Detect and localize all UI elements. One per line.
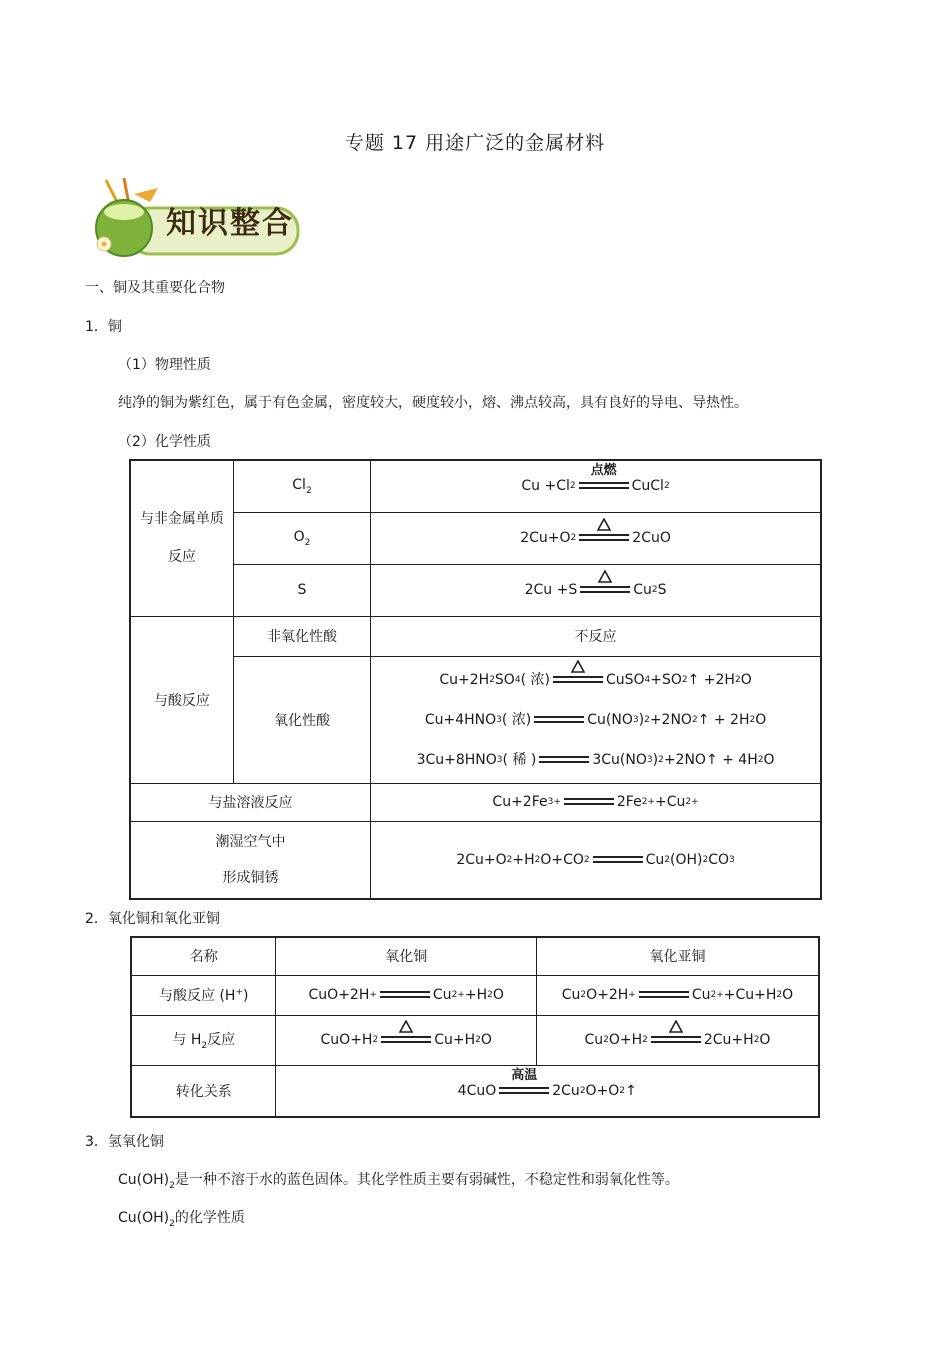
group-cell: 与非金属单质 反应: [130, 460, 233, 616]
equation-cell: 2Cu+O 2 2CuO: [371, 512, 821, 564]
equation-cell: CuO+H 2 Cu+H 2 O: [276, 1015, 536, 1065]
subsection-heading: 3．氢氧化铜: [85, 1134, 164, 1150]
sub-item-heading: （2）化学性质: [118, 434, 211, 450]
subsection-heading: 2．氧化铜和氧化亚铜: [85, 911, 220, 927]
heat-triangle-icon: [571, 660, 585, 673]
page-title: 专题 17 用途广泛的金属材料: [344, 132, 606, 154]
reagent-cell: $O_2$: [233, 512, 370, 564]
group-cell: 与盐溶液反应: [130, 783, 371, 821]
heat-triangle-icon: [669, 1020, 683, 1033]
acid-type-cell: 氧化性酸: [233, 656, 370, 783]
equation-cell: CuO+2H + Cu 2+ +H 2 O: [276, 975, 536, 1015]
acid-type-cell: 非氧化性酸: [233, 616, 370, 656]
copper-properties-table: [129, 459, 822, 900]
equation-cell: 2Cu+O 2 +H 2 O+CO 2 Cu 2 (OH) 2 CO 3: [371, 821, 821, 899]
group-cell: 与酸反应: [130, 616, 233, 783]
paragraph: $Cu(OH)_2$是一种不溶于水的蓝色固体。其化学性质主要有弱碱性，不稳定性和弱氧化性等。: [118, 1172, 679, 1191]
group-cell: 潮湿空气中 形成铜锈: [130, 821, 371, 899]
section-heading: 一、铜及其重要化合物: [85, 280, 225, 296]
paragraph: 纯净的铜为紫红色，属于有色金属，密度较大，硬度较小，熔、沸点较高，具有良好的导电、导热性。: [118, 395, 748, 411]
equation-cell: Cu +Cl 2 点燃 CuCl 2: [371, 460, 821, 512]
header-cell: 氧化亚铜: [536, 937, 819, 975]
heat-triangle-icon: [399, 1020, 413, 1033]
equation-cell: Cu+2Fe 3+ 2Fe 2+ +Cu 2+: [371, 783, 821, 821]
heat-triangle-icon: [598, 570, 612, 583]
sub-item-heading: （1）物理性质: [118, 357, 211, 373]
equation-cell: Cu+2H 2 SO 4 ( 浓) CuSO 4 +SO 2 ↑ +2H 2 O Cu+4HNO 3 ( 浓) Cu(NO 3 ) 2 +2NO 2 ↑ + 2H 2 O 3Cu+8HNO 3 ( 稀 ) 3Cu(NO 3 ) 2 +2NO↑ + 4H 2 O: [371, 656, 821, 783]
equation-cell: 2Cu +S Cu 2 S: [371, 564, 821, 616]
heat-triangle-icon: [597, 518, 611, 531]
header-cell: 氧化铜: [276, 937, 536, 975]
header-cell: 名称: [131, 937, 276, 975]
row-label: 与酸反应 (H+): [131, 975, 276, 1015]
copper-oxides-table: [130, 936, 820, 1118]
row-label: 转化关系: [131, 1065, 276, 1117]
equation-cell: 4CuO 高温 2Cu 2 O+O 2 ↑: [276, 1065, 819, 1117]
paragraph: $Cu(OH)_2$的化学性质: [118, 1210, 245, 1229]
subsection-heading: 1．铜: [85, 319, 122, 335]
reagent-cell: S: [233, 564, 370, 616]
knowledge-badge: [88, 178, 303, 258]
equation-cell: Cu 2 O+H 2 2Cu+H 2 O: [536, 1015, 819, 1065]
equation-cell: Cu 2 O+2H + Cu 2+ +Cu+H 2 O: [536, 975, 819, 1015]
badge-label: 知识整合: [166, 206, 294, 241]
reagent-cell: $Cl_2$: [233, 460, 370, 512]
result-cell: 不反应: [371, 616, 821, 656]
row-label: 与 $H_2$反应: [131, 1015, 276, 1065]
